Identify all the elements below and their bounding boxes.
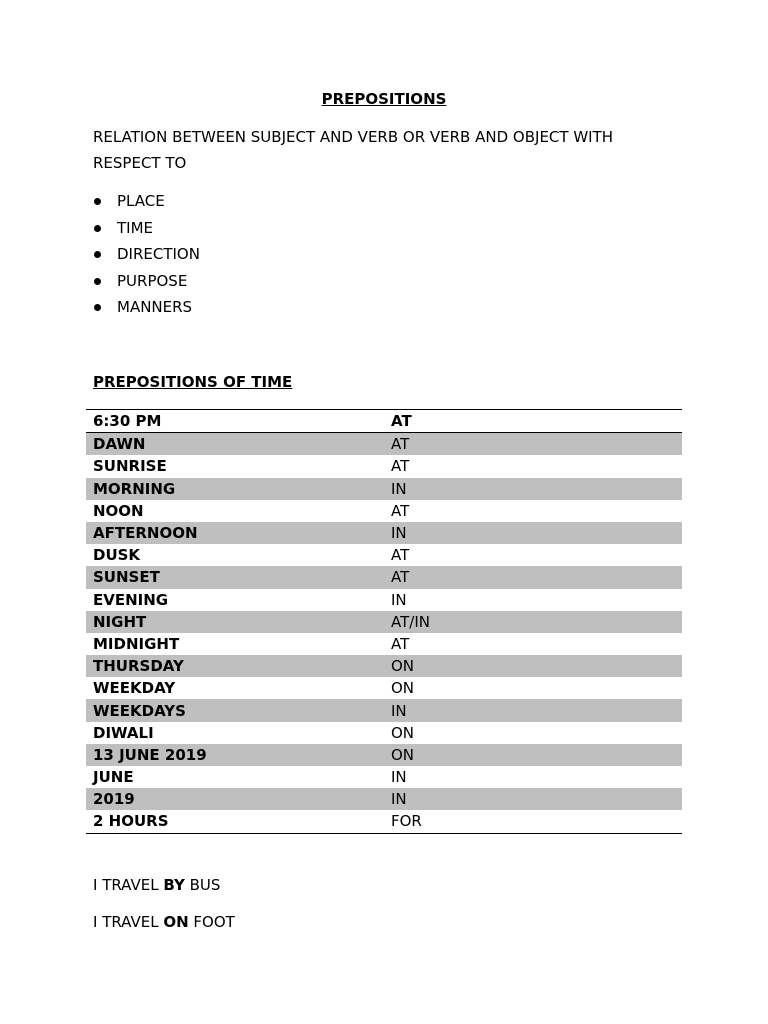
term-cell: DAWN — [86, 433, 384, 456]
table-row — [86, 722, 682, 744]
preposition-cell: ON — [391, 723, 415, 742]
term-cell: EVENING — [93, 590, 169, 609]
term-cell: 13 JUNE 2019 — [86, 744, 384, 766]
bullet-icon — [94, 251, 101, 258]
bullet-item — [93, 188, 200, 215]
preposition-cell: IN — [384, 788, 682, 810]
preposition-cell: AT — [391, 546, 410, 565]
bullet-label: TIME — [117, 218, 154, 237]
prepositions-table — [86, 409, 682, 834]
table-row — [86, 810, 682, 833]
table-row — [86, 544, 682, 566]
preposition-cell: AT — [391, 634, 410, 653]
table-row — [86, 566, 682, 588]
preposition-cell: AT — [384, 410, 682, 433]
bullet-item — [93, 294, 200, 321]
term-cell: MIDNIGHT — [93, 634, 180, 653]
section-heading: PREPOSITIONS OF TIME — [93, 373, 293, 391]
term-cell: NIGHT — [86, 611, 384, 633]
table-row — [86, 433, 682, 456]
table-row — [86, 699, 682, 721]
bullet-label: DIRECTION — [117, 245, 200, 264]
bullet-label: MANNERS — [117, 298, 193, 317]
term-cell: JUNE — [93, 768, 134, 787]
term-cell: SUNSET — [86, 566, 384, 588]
term-cell: SUNRISE — [93, 457, 167, 476]
preposition-cell: AT/IN — [384, 611, 682, 633]
preposition-cell: FOR — [391, 812, 422, 831]
table-row — [86, 522, 682, 544]
example-text: I TRAVEL — [93, 913, 164, 931]
table-row — [86, 589, 682, 611]
term-cell: NOON — [93, 501, 144, 520]
bullet-icon — [94, 304, 101, 311]
term-cell: WEEKDAY — [93, 679, 176, 698]
preposition-cell: AT — [391, 457, 410, 476]
bullet-item — [93, 268, 200, 295]
term-cell: WEEKDAYS — [86, 699, 384, 721]
bullet-item — [93, 241, 200, 268]
preposition-cell: IN — [391, 768, 407, 787]
table-row — [86, 766, 682, 788]
example-text: BUS — [184, 876, 221, 894]
table-row — [86, 677, 682, 699]
table-row — [86, 633, 682, 655]
example-sentence — [93, 875, 220, 895]
preposition-cell: ON — [391, 679, 415, 698]
term-cell: DIWALI — [93, 723, 154, 742]
preposition-cell: IN — [384, 478, 682, 500]
bullet-icon — [94, 225, 101, 232]
intro-text: RELATION BETWEEN SUBJECT AND VERB OR VERB AND OBJECT WITH RESPECT TO — [93, 128, 614, 172]
term-cell: 2 HOURS — [93, 812, 169, 831]
preposition-cell: IN — [384, 699, 682, 721]
page-title: PREPOSITIONS — [321, 90, 447, 108]
table-row — [86, 410, 682, 433]
table-row — [86, 788, 682, 810]
bullet-list — [93, 188, 200, 321]
bullet-label: PLACE — [117, 192, 165, 210]
preposition-cell: AT — [384, 433, 682, 456]
term-cell: THURSDAY — [86, 655, 384, 677]
preposition-cell: ON — [384, 744, 682, 766]
term-cell: 6:30 PM — [86, 410, 384, 433]
table-row — [86, 744, 682, 766]
example-preposition: ON — [163, 913, 189, 931]
preposition-cell: AT — [391, 501, 410, 520]
table-row — [86, 655, 682, 677]
term-cell: 2019 — [86, 788, 384, 810]
term-cell: MORNING — [86, 478, 384, 500]
bullet-label: PURPOSE — [117, 271, 188, 290]
example-preposition: BY — [163, 876, 185, 894]
term-cell: DUSK — [93, 546, 141, 565]
bullet-item — [93, 215, 200, 242]
term-cell: AFTERNOON — [86, 522, 384, 544]
example-text: I TRAVEL — [93, 876, 164, 894]
bullet-icon — [94, 278, 101, 285]
table-row — [86, 478, 682, 500]
bullet-icon — [94, 198, 101, 205]
preposition-cell: ON — [384, 655, 682, 677]
preposition-cell: AT — [384, 566, 682, 588]
table-row — [86, 455, 682, 477]
preposition-cell: IN — [384, 522, 682, 544]
preposition-cell: IN — [391, 590, 407, 609]
example-text: FOOT — [188, 913, 235, 931]
example-sentence — [93, 912, 235, 932]
table-row — [86, 611, 682, 633]
table-row — [86, 500, 682, 522]
